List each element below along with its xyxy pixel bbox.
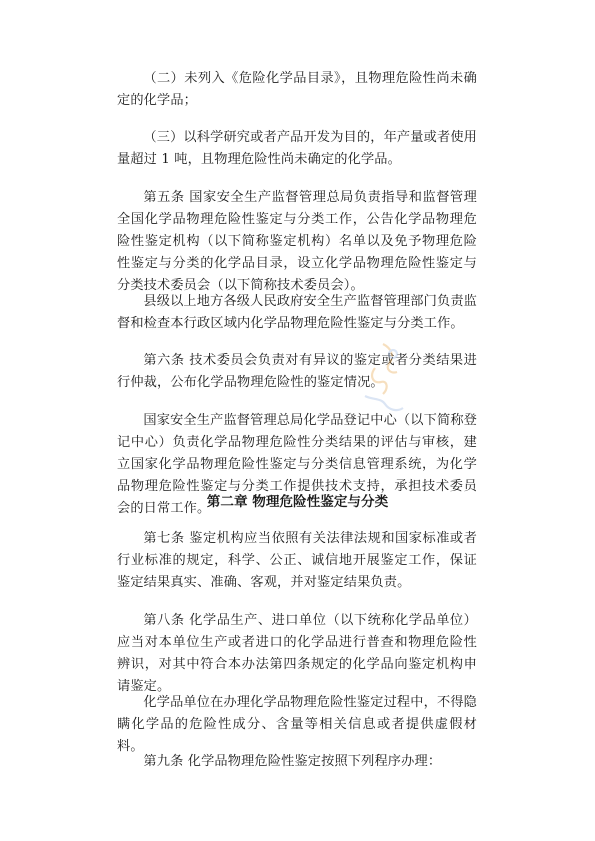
paragraph-article-5: 第五条 国家安全生产监督管理总局负责指导和监督管理全国化学品物理危险性鉴定与分类工作，公告化学品物理危险性鉴定机构（以下简称鉴定机构）名单以及免予物理危险性鉴定与分类的化学品目录，设立化学品物理危险性鉴定与分类技术委员会（以下简称技术委员会）。	[117, 190, 477, 293]
paragraph-local-supervision: 县级以上地方各级人民政府安全生产监督管理部门负责监督和检查本行政区域内化学品物理危险性鉴定与分类工作。	[117, 294, 477, 331]
paragraph-no-concealment: 化学品单位在办理化学品物理危险性鉴定过程中，不得隐瞒化学品的危险性成分、含量等相关信息或者提供虚假材料。	[117, 695, 477, 754]
watermark-stroke-c	[365, 396, 403, 410]
paragraph-article-7: 第七条 鉴定机构应当依照有关法律法规和国家标准或者行业标准的规定，科学、公正、诚信地开展鉴定工作，保证鉴定结果真实、准确、客观，并对鉴定结果负责。	[117, 531, 477, 590]
paragraph-article-8: 第八条 化学品生产、进口单位（以下统称化学品单位）应当对本单位生产或者进口的化学品进行普查和物理危险性辨识，对其中符合本办法第四条规定的化学品向鉴定机构申请鉴定。	[117, 613, 477, 694]
paragraph-registration-center: 国家安全生产监督管理总局化学品登记中心（以下简称登记中心）负责化学品物理危险性分类结果的评估与审核，建立国家化学品物理危险性鉴定与分类信息管理系统，为化学品物理危险性鉴定与分类工作提供技术支持，承担技术委员会的日常工作。	[117, 413, 477, 516]
paragraph-item-2: （二）未列入《危险化学品目录》，且物理危险性尚未确定的化学品；	[117, 71, 477, 108]
chapter-heading: 第二章 物理危险性鉴定与分类	[206, 494, 389, 510]
paragraph-item-3: （三）以科学研究或者产品开发为目的，年产量或者使用量超过 1 吨，且物理危险性尚未确定的化学品。	[117, 130, 477, 167]
paragraph-article-6: 第六条 技术委员会负责对有异议的鉴定或者分类结果进行仲裁，公布化学品物理危险性的鉴定情况。	[117, 353, 477, 390]
paragraph-article-9: 第九条 化学品物理危险性鉴定按照下列程序办理：	[143, 754, 442, 769]
